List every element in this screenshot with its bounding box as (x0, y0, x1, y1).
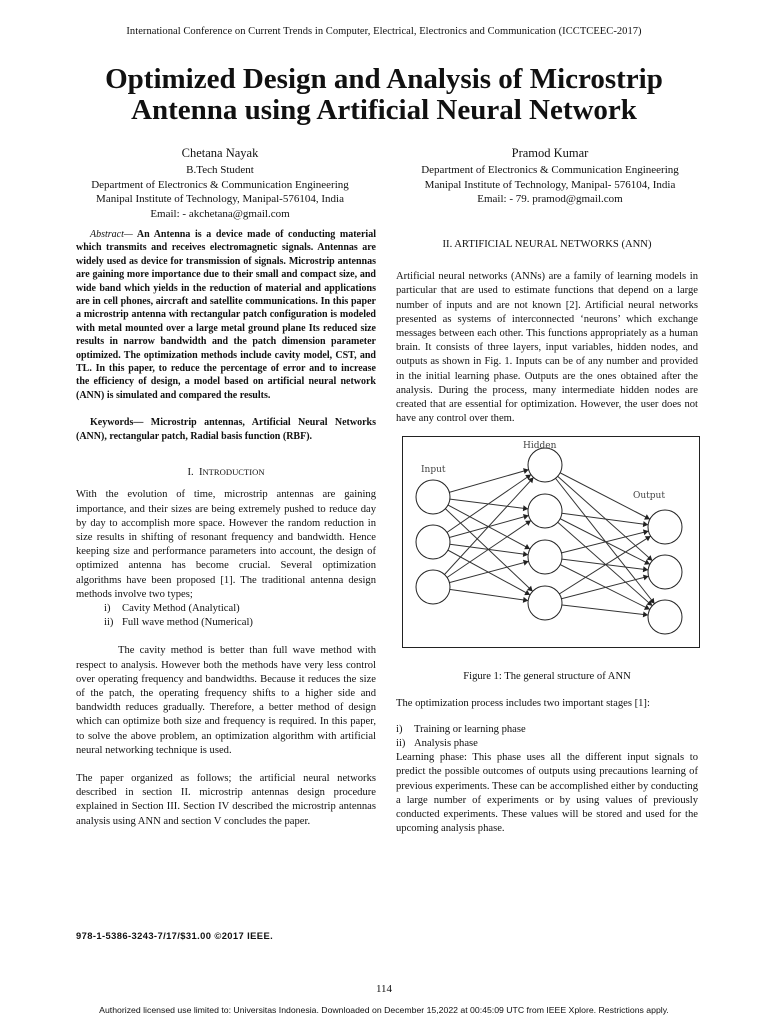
list-item (104, 602, 376, 616)
connection-arrowhead (643, 612, 648, 618)
ann-paragraph-3: Learning phase: This phase uses all the different input signals to predict the possible outcomes of outputs using precautions learning of previous experiments. These can be accomplished either by conducting a large number of experiments or by using values of previously conducted experiments. These values will be stored and used for the upcoming analysis phase. (396, 752, 698, 835)
section-heading-initial: I (198, 467, 203, 479)
section-heading-rest: NTRODUCTION (202, 467, 265, 478)
page-number: 114 (375, 983, 393, 995)
connection-arrowhead (523, 597, 528, 603)
ann-paragraph-1: Artificial neural networks (ANNs) are a family of learning models in particular that are used to estimate functions that depend on a large number of inputs and are not known [2]. Artificial neural networks presented as systems of interconnected ‘neurons’ which exchange messages between each other. This functions appropriately as a human brain. It consists of three layers, input variables, hidden nodes, and outputs as shown in Fig. 1. Inputs can be of any number and provided in the initial learning phase. Outputs are the ones obtained after the analysis. During the process, many intermediate hidden nodes are created that are essential for optimization. However, the user does not have any control over them. (396, 271, 698, 425)
author-block-1 (70, 145, 370, 221)
list-marker: ii) (396, 738, 406, 750)
ann-paragraph-2: The optimization process includes two important stages [1]: (396, 697, 650, 709)
output-node (648, 510, 682, 544)
author-role: B.Tech Student (186, 164, 254, 176)
author-block-2 (398, 145, 702, 207)
hidden-node (528, 586, 562, 620)
output-node (648, 555, 682, 589)
figure-label-output: Output (633, 491, 665, 502)
abstract (76, 228, 376, 402)
ann-diagram (403, 437, 699, 647)
connection-arrowhead (523, 514, 529, 520)
intro-paragraph-1: With the evolution of time, microstrip antennas are gaining importance, and their sizes are being extremely pushed to reduce day by day to accomplish more space. However the random reduction in size results in shifting of resonant frequency and bandwidth. Hence keeping size and performance parameters into account, the design of optimized antenna has become crucial. Several optimization algorithms have been proposed [1]. The traditional antenna design methods involve two types; (76, 489, 376, 600)
author-institute: Manipal Institute of Technology, Manipal- 576104, India (424, 178, 676, 191)
author-email: Email: - 79. pramod@gmail.com (477, 193, 623, 205)
isbn-line: 978-1-5386-3243-7/17/$31.00 ©2017 IEEE. (76, 930, 274, 941)
method-list (76, 602, 376, 630)
ann-figure (402, 436, 700, 648)
author-department: Department of Electronics & Communication Engineering (421, 164, 679, 176)
connection-arrowhead (523, 552, 528, 558)
list-item (396, 723, 698, 737)
connection-arrowhead (523, 469, 529, 475)
keywords (76, 416, 376, 443)
conference-header: International Conference on Current Trends in Computer, Electrical, Electronics and Communication (ICCTCEEC-2017) (126, 26, 642, 37)
connection-arrowhead (643, 575, 649, 581)
connection-arrowhead (523, 560, 529, 566)
list-text: Analysis phase (414, 738, 478, 750)
list-item (396, 737, 698, 751)
keywords-text: Microstrip antennas, Artificial Neural Networks (ANN), rectangular patch, Radial basis function (RBF). (76, 417, 376, 442)
author-name: Pramod Kumar (511, 146, 589, 160)
figure-label-hidden: Hidden (523, 441, 557, 452)
connection-arrowhead (643, 522, 648, 528)
left-column (76, 224, 376, 829)
section-heading-introduction (76, 465, 376, 480)
input-hidden-connection (433, 465, 545, 587)
figure-label-input: Input (421, 465, 446, 476)
author-department: Department of Electronics & Communication Engineering (91, 178, 349, 191)
list-marker: i) (104, 602, 111, 614)
connection-arrowhead (643, 530, 649, 536)
list-marker: ii) (104, 617, 114, 629)
intro-paragraph-3: The paper organized as follows; the artificial neural networks described in section II. microstrip antennas design procedure explained in Section III. Section IV described the microstrip antennas analysis using ANN and section V concludes the paper. (76, 772, 376, 827)
stage-list (396, 723, 698, 751)
intro-paragraph-2: The cavity method is better than full wave method with respect to analysis. However both the methods have very less control over operating frequency and bandwidths. Because it reduces the size of the patch, the operating frequency shifts to a higher side and bandwidth reduces gradually. Therefore, a better method of design which can optimize both size and frequency is required. In this paper, to solve the above problem, an optimization algorithm with artificial neural networking technique is used. (76, 645, 376, 756)
abstract-text: An Antenna is a device made of conducting material which transmits and receives electromagnetic signals. Antennas are widely used as device for transmission of signals. Microstrip antennas are gaining more importance due to their small and compact size, and wide band which yields in the reduction of material and applications are in cell phones, aircraft and satellite communications. In this paper a microstrip antenna with rectangular patch configuration is modeled with metal mounted over a large metal ground plane Its reduced size results in narrow bandwidth and the patch dimension parameter optimized. The optimization methods include cavity model, CST, and TL. In this paper, to reduce the percentage of error and to increase the efficiency of design, a model based on artificial neural network (ANN) is simulated and compared the results. (76, 229, 376, 401)
figure-caption: Figure 1: The general structure of ANN (463, 671, 631, 683)
connection-arrowhead (525, 521, 531, 526)
author-email: Email: - akchetana@gmail.com (150, 207, 290, 220)
connection-arrowhead (643, 567, 648, 573)
section-number: I. (187, 467, 194, 479)
list-item (104, 616, 376, 630)
keywords-lead: Keywords— (90, 417, 144, 429)
list-text: Cavity Method (Analytical) (122, 602, 240, 614)
author-institute: Manipal Institute of Technology, Manipal-576104, India (96, 193, 344, 205)
hidden-node (528, 494, 562, 528)
hidden-node (528, 540, 562, 574)
input-node (416, 480, 450, 514)
input-node (416, 570, 450, 604)
license-footer: Authorized licensed use limited to: Universitas Indonesia. Downloaded on December 15,2022 at 00:45:09 UTC from IEEE Xplore. Restrictions apply. (99, 1005, 669, 1015)
author-name: Chetana Nayak (181, 146, 259, 160)
right-column (396, 224, 698, 836)
output-node (648, 600, 682, 634)
list-marker: i) (396, 723, 403, 735)
list-text: Training or learning phase (414, 723, 526, 735)
input-node (416, 525, 450, 559)
section-heading-ann: II. ARTIFICIAL NEURAL NETWORKS (ANN) (442, 239, 652, 250)
abstract-lead: Abstract— (90, 229, 133, 240)
list-text: Full wave method (Numerical) (122, 617, 253, 629)
paper-title: Optimized Design and Analysis of Microstrip Antenna using Artificial Neural Network (105, 63, 663, 126)
connection-arrowhead (523, 506, 528, 512)
